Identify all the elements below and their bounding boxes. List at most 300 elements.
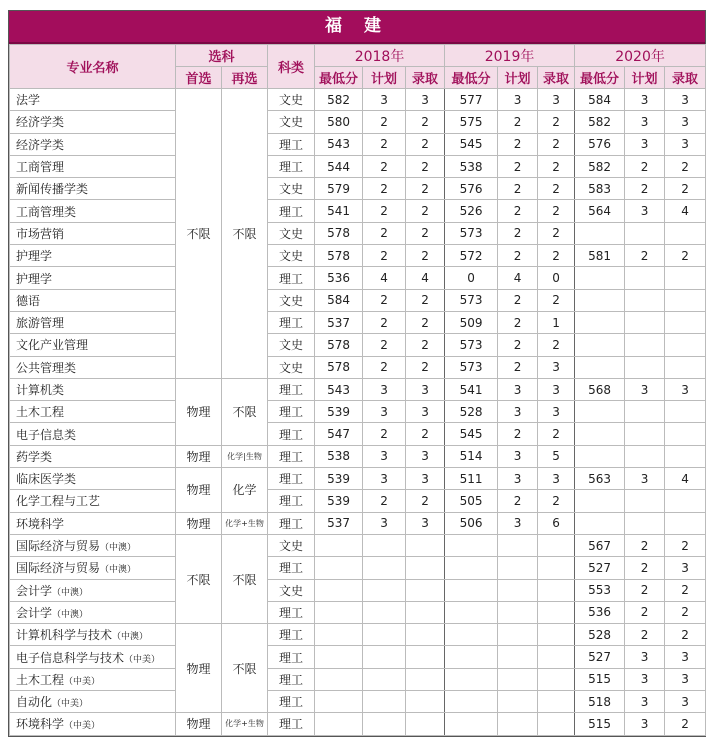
major-name-cell	[10, 468, 176, 490]
table-row	[10, 579, 706, 601]
major-name-cell	[10, 356, 176, 378]
second-subject-cell: 不限	[222, 89, 268, 379]
category-cell: 理工	[268, 401, 315, 423]
cell-2018-admitted: 2	[406, 178, 445, 200]
cell-2019-plan: 3	[498, 378, 538, 400]
major-name: 工商管理	[16, 160, 65, 175]
cell-2019-min-score	[445, 534, 498, 556]
cell-2019-min-score: 575	[445, 111, 498, 133]
cell-2019-plan: 3	[498, 468, 538, 490]
header-plan: 计划	[625, 67, 665, 89]
major-name: 公共管理类	[16, 360, 77, 375]
major-name: 自动化	[16, 695, 53, 710]
major-name: 市场营销	[16, 226, 65, 241]
cell-2019-admitted: 2	[538, 200, 575, 222]
admission-table	[9, 44, 706, 736]
category-cell: 理工	[268, 267, 315, 289]
major-name-cell	[10, 111, 176, 133]
cell-2018-plan	[363, 534, 406, 556]
major-name-cell	[10, 267, 176, 289]
cell-2020-admitted	[665, 512, 706, 534]
table-row	[10, 601, 706, 623]
second-subject-cell: 化学+生物	[222, 713, 268, 735]
cell-2018-plan: 2	[363, 155, 406, 177]
table-row	[10, 155, 706, 177]
category-cell: 理工	[268, 668, 315, 690]
cell-2020-plan	[625, 334, 665, 356]
cell-2019-admitted	[538, 646, 575, 668]
major-program-note: （中美）	[52, 699, 89, 710]
major-name: 工商管理类	[16, 204, 77, 219]
cell-2018-plan: 3	[363, 468, 406, 490]
cell-2018-admitted: 2	[406, 200, 445, 222]
category-cell: 文史	[268, 222, 315, 244]
cell-2020-min-score	[575, 222, 625, 244]
cell-2018-min-score: 582	[315, 89, 363, 111]
cell-2020-plan: 3	[625, 646, 665, 668]
cell-2018-admitted: 4	[406, 267, 445, 289]
cell-2019-admitted: 3	[538, 401, 575, 423]
cell-2019-min-score: 577	[445, 89, 498, 111]
cell-2019-min-score	[445, 646, 498, 668]
category-cell: 理工	[268, 512, 315, 534]
category-cell: 理工	[268, 445, 315, 467]
cell-2018-plan	[363, 579, 406, 601]
table-row	[10, 133, 706, 155]
cell-2020-plan: 3	[625, 200, 665, 222]
table-row	[10, 624, 706, 646]
cell-2020-admitted: 3	[665, 111, 706, 133]
cell-2020-plan: 3	[625, 713, 665, 735]
cell-2019-admitted: 2	[538, 334, 575, 356]
major-name-cell	[10, 579, 176, 601]
header-year-2020: 2020年	[575, 45, 706, 67]
cell-2020-plan	[625, 512, 665, 534]
table-row	[10, 468, 706, 490]
cell-2019-plan: 2	[498, 311, 538, 333]
cell-2019-admitted	[538, 713, 575, 735]
category-cell: 理工	[268, 133, 315, 155]
cell-2020-min-score: 563	[575, 468, 625, 490]
cell-2019-min-score: 538	[445, 155, 498, 177]
major-name-cell	[10, 401, 176, 423]
cell-2019-min-score: 509	[445, 311, 498, 333]
cell-2019-plan: 2	[498, 490, 538, 512]
cell-2018-plan: 2	[363, 289, 406, 311]
header-second: 再选	[222, 67, 268, 89]
major-name-cell	[10, 423, 176, 445]
second-subject-cell: 不限	[222, 624, 268, 713]
cell-2020-min-score: 518	[575, 691, 625, 713]
cell-2020-min-score: 527	[575, 646, 625, 668]
second-subject-cell: 不限	[222, 378, 268, 445]
cell-2019-min-score: 505	[445, 490, 498, 512]
cell-2019-min-score: 541	[445, 378, 498, 400]
cell-2019-plan: 3	[498, 445, 538, 467]
cell-2018-admitted: 2	[406, 334, 445, 356]
major-name: 会计学	[16, 583, 53, 598]
cell-2019-admitted: 1	[538, 311, 575, 333]
admission-table-panel	[8, 10, 706, 737]
cell-2020-plan	[625, 445, 665, 467]
table-row	[10, 356, 706, 378]
cell-2018-plan	[363, 646, 406, 668]
cell-2018-plan: 2	[363, 133, 406, 155]
cell-2019-plan: 2	[498, 423, 538, 445]
cell-2019-min-score: 0	[445, 267, 498, 289]
cell-2018-min-score: 578	[315, 222, 363, 244]
table-row	[10, 713, 706, 735]
cell-2020-plan	[625, 267, 665, 289]
category-cell: 文史	[268, 245, 315, 267]
major-name-cell	[10, 289, 176, 311]
major-name-cell	[10, 557, 176, 579]
cell-2018-min-score: 578	[315, 356, 363, 378]
cell-2019-plan: 2	[498, 245, 538, 267]
table-row	[10, 646, 706, 668]
cell-2018-min-score: 538	[315, 445, 363, 467]
header-year-2019: 2019年	[445, 45, 575, 67]
header-min-score: 最低分	[575, 67, 625, 89]
cell-2018-min-score: 539	[315, 468, 363, 490]
major-name: 电子信息科学与技术	[16, 650, 125, 665]
cell-2020-plan	[625, 401, 665, 423]
cell-2018-admitted: 2	[406, 133, 445, 155]
cell-2018-admitted: 2	[406, 356, 445, 378]
major-name: 土木工程	[16, 405, 65, 420]
cell-2020-plan	[625, 289, 665, 311]
table-row	[10, 445, 706, 467]
cell-2020-min-score	[575, 445, 625, 467]
cell-2019-plan: 2	[498, 200, 538, 222]
cell-2019-min-score: 573	[445, 222, 498, 244]
cell-2020-min-score: 583	[575, 178, 625, 200]
cell-2020-min-score	[575, 334, 625, 356]
cell-2020-admitted	[665, 356, 706, 378]
cell-2018-min-score	[315, 713, 363, 735]
table-row	[10, 89, 706, 111]
cell-2019-plan	[498, 646, 538, 668]
cell-2019-admitted: 3	[538, 378, 575, 400]
cell-2018-min-score: 547	[315, 423, 363, 445]
cell-2019-admitted	[538, 579, 575, 601]
cell-2019-plan: 3	[498, 89, 538, 111]
table-row	[10, 378, 706, 400]
major-name: 计算机科学与技术	[16, 628, 113, 643]
major-name-cell	[10, 490, 176, 512]
cell-2020-plan: 3	[625, 89, 665, 111]
major-name: 法学	[16, 93, 41, 108]
cell-2018-admitted	[406, 624, 445, 646]
major-name-cell	[10, 646, 176, 668]
major-name: 新闻传播学类	[16, 182, 89, 197]
cell-2018-min-score	[315, 534, 363, 556]
second-subject-cell: 不限	[222, 534, 268, 623]
cell-2018-admitted: 2	[406, 289, 445, 311]
cell-2019-admitted: 6	[538, 512, 575, 534]
major-program-note: （中澳）	[112, 632, 149, 643]
cell-2020-admitted	[665, 289, 706, 311]
cell-2018-min-score	[315, 624, 363, 646]
cell-2020-min-score: 567	[575, 534, 625, 556]
cell-2018-admitted: 2	[406, 311, 445, 333]
major-name-cell	[10, 89, 176, 111]
cell-2018-min-score: 537	[315, 311, 363, 333]
category-cell: 文史	[268, 111, 315, 133]
major-name-cell	[10, 378, 176, 400]
table-row	[10, 490, 706, 512]
table-row	[10, 311, 706, 333]
major-program-note: （中美）	[64, 676, 101, 687]
cell-2020-admitted: 3	[665, 668, 706, 690]
cell-2020-plan	[625, 423, 665, 445]
cell-2018-admitted: 2	[406, 155, 445, 177]
cell-2020-min-score: 515	[575, 668, 625, 690]
major-name: 土木工程	[16, 672, 65, 687]
cell-2018-plan: 2	[363, 356, 406, 378]
category-cell: 文史	[268, 534, 315, 556]
first-subject-cell: 物理	[176, 713, 222, 735]
cell-2018-min-score	[315, 557, 363, 579]
major-name-cell	[10, 245, 176, 267]
header-admitted: 录取	[406, 67, 445, 89]
cell-2020-admitted: 3	[665, 691, 706, 713]
table-row	[10, 534, 706, 556]
cell-2020-admitted: 3	[665, 89, 706, 111]
cell-2020-admitted: 2	[665, 245, 706, 267]
cell-2019-plan: 2	[498, 222, 538, 244]
cell-2020-plan: 3	[625, 378, 665, 400]
cell-2018-plan	[363, 557, 406, 579]
cell-2019-min-score: 576	[445, 178, 498, 200]
major-name-cell	[10, 222, 176, 244]
cell-2019-plan	[498, 624, 538, 646]
cell-2018-plan	[363, 691, 406, 713]
cell-2018-admitted: 2	[406, 490, 445, 512]
cell-2019-plan	[498, 579, 538, 601]
second-subject-cell: 化学+生物	[222, 512, 268, 534]
cell-2020-admitted: 3	[665, 133, 706, 155]
table-row	[10, 557, 706, 579]
cell-2019-plan: 3	[498, 512, 538, 534]
cell-2018-plan	[363, 624, 406, 646]
cell-2018-admitted: 2	[406, 111, 445, 133]
cell-2020-admitted: 3	[665, 557, 706, 579]
major-name-cell	[10, 534, 176, 556]
cell-2018-plan: 3	[363, 89, 406, 111]
category-cell: 理工	[268, 423, 315, 445]
major-name-cell	[10, 668, 176, 690]
first-subject-cell: 物理	[176, 468, 222, 513]
major-name: 护理学	[16, 249, 53, 264]
cell-2018-plan: 3	[363, 401, 406, 423]
category-cell: 理工	[268, 601, 315, 623]
cell-2020-admitted: 2	[665, 624, 706, 646]
first-subject-cell: 物理	[176, 512, 222, 534]
table-row	[10, 289, 706, 311]
table-row	[10, 245, 706, 267]
second-subject-cell: 化学|生物	[222, 445, 268, 467]
cell-2018-admitted: 3	[406, 512, 445, 534]
cell-2020-admitted: 2	[665, 155, 706, 177]
cell-2019-min-score	[445, 713, 498, 735]
cell-2020-min-score	[575, 289, 625, 311]
cell-2019-plan: 2	[498, 289, 538, 311]
cell-2019-min-score: 573	[445, 334, 498, 356]
cell-2020-min-score: 581	[575, 245, 625, 267]
cell-2019-admitted	[538, 557, 575, 579]
cell-2019-min-score	[445, 601, 498, 623]
cell-2018-admitted: 3	[406, 89, 445, 111]
cell-2020-admitted: 4	[665, 200, 706, 222]
cell-2019-admitted: 2	[538, 423, 575, 445]
cell-2018-min-score: 539	[315, 401, 363, 423]
cell-2019-admitted: 3	[538, 468, 575, 490]
cell-2019-plan	[498, 601, 538, 623]
cell-2020-min-score: 553	[575, 579, 625, 601]
cell-2018-admitted	[406, 668, 445, 690]
cell-2018-admitted: 3	[406, 445, 445, 467]
category-cell: 理工	[268, 557, 315, 579]
cell-2019-plan: 2	[498, 356, 538, 378]
cell-2020-min-score: 584	[575, 89, 625, 111]
cell-2020-min-score	[575, 490, 625, 512]
cell-2020-admitted: 2	[665, 579, 706, 601]
major-name: 旅游管理	[16, 316, 65, 331]
cell-2018-min-score: 539	[315, 490, 363, 512]
major-name-cell	[10, 311, 176, 333]
major-name: 药学类	[16, 449, 53, 464]
cell-2020-plan: 2	[625, 601, 665, 623]
cell-2020-admitted: 3	[665, 646, 706, 668]
cell-2020-min-score	[575, 356, 625, 378]
cell-2018-admitted: 2	[406, 222, 445, 244]
cell-2018-admitted: 3	[406, 468, 445, 490]
cell-2019-plan: 2	[498, 133, 538, 155]
cell-2019-plan: 2	[498, 111, 538, 133]
header-subject-select: 选科	[176, 45, 268, 67]
cell-2018-min-score: 541	[315, 200, 363, 222]
cell-2019-plan	[498, 668, 538, 690]
cell-2018-plan	[363, 668, 406, 690]
major-name-cell	[10, 512, 176, 534]
cell-2020-min-score	[575, 267, 625, 289]
category-cell: 理工	[268, 713, 315, 735]
cell-2020-min-score: 582	[575, 111, 625, 133]
category-cell: 理工	[268, 378, 315, 400]
cell-2020-plan: 3	[625, 111, 665, 133]
table-row	[10, 222, 706, 244]
major-name-cell	[10, 155, 176, 177]
cell-2018-min-score	[315, 646, 363, 668]
major-name: 德语	[16, 293, 41, 308]
table-row	[10, 334, 706, 356]
cell-2018-min-score: 580	[315, 111, 363, 133]
cell-2018-plan: 2	[363, 245, 406, 267]
cell-2020-admitted	[665, 423, 706, 445]
cell-2019-min-score	[445, 557, 498, 579]
major-name: 护理学	[16, 271, 53, 286]
cell-2018-min-score: 536	[315, 267, 363, 289]
cell-2019-admitted: 3	[538, 89, 575, 111]
cell-2019-plan: 2	[498, 178, 538, 200]
cell-2018-plan: 2	[363, 222, 406, 244]
major-program-note: （中美）	[64, 721, 101, 732]
first-subject-cell: 物理	[176, 624, 222, 713]
cell-2019-min-score: 528	[445, 401, 498, 423]
cell-2020-plan	[625, 311, 665, 333]
table-row	[10, 267, 706, 289]
category-cell: 文史	[268, 178, 315, 200]
cell-2018-min-score: 543	[315, 133, 363, 155]
major-name-cell	[10, 713, 176, 735]
cell-2018-plan: 2	[363, 178, 406, 200]
cell-2018-min-score: 578	[315, 245, 363, 267]
cell-2020-min-score: 582	[575, 155, 625, 177]
cell-2018-plan: 3	[363, 445, 406, 467]
cell-2019-min-score: 573	[445, 356, 498, 378]
cell-2020-plan	[625, 490, 665, 512]
cell-2019-min-score: 545	[445, 133, 498, 155]
cell-2020-min-score: 564	[575, 200, 625, 222]
major-name-cell	[10, 601, 176, 623]
major-name-cell	[10, 334, 176, 356]
cell-2019-plan	[498, 557, 538, 579]
cell-2019-min-score: 511	[445, 468, 498, 490]
major-name-cell	[10, 178, 176, 200]
second-subject-cell: 化学	[222, 468, 268, 513]
cell-2019-min-score	[445, 579, 498, 601]
cell-2020-min-score	[575, 311, 625, 333]
cell-2018-min-score: 584	[315, 289, 363, 311]
cell-2018-min-score: 579	[315, 178, 363, 200]
cell-2020-plan	[625, 222, 665, 244]
cell-2018-min-score: 537	[315, 512, 363, 534]
major-name: 国际经济与贸易	[16, 561, 101, 576]
cell-2018-min-score: 544	[315, 155, 363, 177]
table-row	[10, 401, 706, 423]
major-name: 经济学类	[16, 115, 65, 130]
table-row	[10, 668, 706, 690]
cell-2019-plan	[498, 534, 538, 556]
major-program-note: （中澳）	[52, 587, 89, 598]
cell-2020-min-score	[575, 512, 625, 534]
category-cell: 文史	[268, 579, 315, 601]
major-name-cell	[10, 133, 176, 155]
cell-2019-min-score	[445, 624, 498, 646]
major-name: 环境科学	[16, 717, 65, 732]
cell-2020-plan: 3	[625, 468, 665, 490]
cell-2018-admitted	[406, 557, 445, 579]
cell-2020-admitted: 2	[665, 713, 706, 735]
header-year-2018: 2018年	[315, 45, 445, 67]
cell-2020-min-score: 527	[575, 557, 625, 579]
category-cell: 文史	[268, 334, 315, 356]
major-name: 电子信息类	[16, 427, 77, 442]
cell-2018-admitted: 3	[406, 401, 445, 423]
cell-2019-plan	[498, 713, 538, 735]
cell-2020-admitted: 2	[665, 534, 706, 556]
cell-2019-admitted: 2	[538, 289, 575, 311]
major-name-cell	[10, 200, 176, 222]
cell-2018-admitted	[406, 691, 445, 713]
cell-2020-admitted	[665, 222, 706, 244]
category-cell: 文史	[268, 89, 315, 111]
major-program-note: （中澳）	[100, 543, 137, 554]
cell-2019-admitted	[538, 534, 575, 556]
cell-2020-min-score: 536	[575, 601, 625, 623]
major-name-cell	[10, 445, 176, 467]
